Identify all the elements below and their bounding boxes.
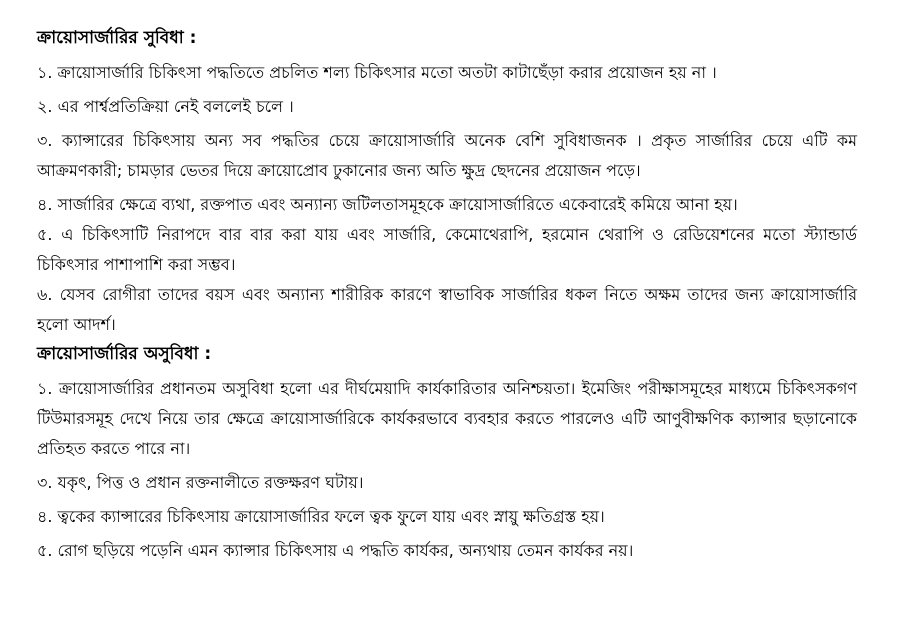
advantages-heading: ক্রায়োসার্জারির সুবিধা : xyxy=(37,28,197,48)
disadvantage-item-1: ১. ক্রায়োসার্জারির প্রধানতম অসুবিধা হলো এর দীর্ঘমেয়াদি কার্যকারিতার অনিশ্চয়তা। ইমেজিং পরীক্ষাসমূহের মাধ্যমে চিকিৎসকগণ টিউমারসমূহ দেখে নিয়ে তার ক্ষেত্রে ক্রায়োসার্জারিকে কার্যকরভাবে ব্যবহার করতে পারলেও এটি আণুবীক্ষণিক ক্যান্সার ছড়ানোকে প্রতিহত করতে পারে না। xyxy=(37,379,857,458)
disadvantage-item-4: ৪. ত্বকের ক্যান্সারের চিকিৎসায় ক্রায়োসার্জারির ফলে ত্বক ফুলে যায় এবং স্নায়ু ক্ষতিগ্রস্ত হয়। xyxy=(37,507,605,526)
disadvantage-item-3: ৩. যকৃৎ, পিত্ত ও প্রধান রক্তনালীতে রক্তক্ষরণ ঘটায়। xyxy=(37,473,364,492)
advantage-item-3: ৩. ক্যান্সারের চিকিৎসায় অন্য সব পদ্ধতির চেয়ে ক্রায়োসার্জারি অনেক বেশি সুবিধাজনক । প্রকৃত সার্জারির চেয়ে এটি কম আক্রমণকারী; চামড়ার ভেতর দিয়ে ক্রায়োপ্রোব ঢুকানোর জন্য অতি ক্ষুদ্র ছেদনের প্রয়োজন পড়ে। xyxy=(37,131,857,180)
advantage-item-4: ৪. সার্জারির ক্ষেত্রে ব্যথা, রক্তপাত এবং অন্যান্য জটিলতাসমূহকে ক্রায়োসার্জারিতে একেবারেই কমিয়ে আনা হয়। xyxy=(37,195,738,214)
disadvantage-item-5: ৫. রোগ ছড়িয়ে পড়েনি এমন ক্যান্সার চিকিৎসায় এ পদ্ধতি কার্যকর, অন্যথায় তেমন কার্যকর নয়। xyxy=(37,541,634,560)
advantage-item-6: ৬. যেসব রোগীরা তাদের বয়স এবং অন্যান্য শারীরিক কারণে স্বাভাবিক সার্জারির ধকল নিতে অক্ষম তাদের জন্য ক্রায়োসার্জারি হলো আদর্শ। xyxy=(37,285,857,334)
advantage-item-1: ১. ক্রায়োসার্জারি চিকিৎসা পদ্ধতিতে প্রচলিত শল্য চিকিৎসার মতো অতটা কাটাছেঁড়া করার প্রয়োজন হয় না । xyxy=(37,63,717,82)
document-body xyxy=(37,24,857,566)
advantage-item-2: ২. এর পার্শ্বপ্রতিক্রিয়া নেই বললেই চলে । xyxy=(37,97,294,116)
advantage-item-5: ৫. এ চিকিৎসাটি নিরাপদে বার বার করা যায় এবং সার্জারি, কেমোথেরাপি, হরমোন থেরাপি ও রেডিয়েশনের মতো স্ট্যান্ডার্ড চিকিৎসার পাশাপাশি করা সম্ভব। xyxy=(37,225,857,274)
disadvantages-heading: ক্রায়োসার্জারির অসুবিধা : xyxy=(37,344,212,364)
